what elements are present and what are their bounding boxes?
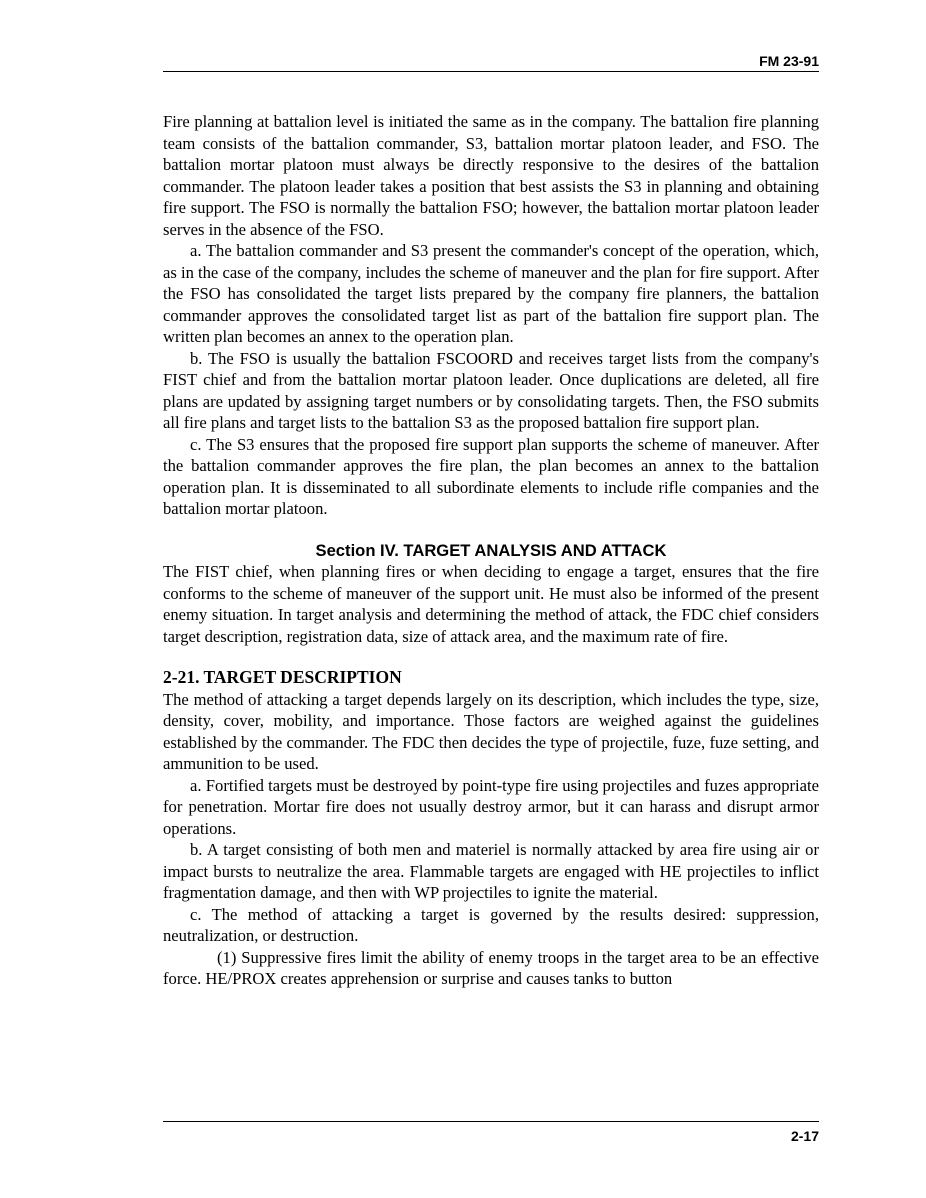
header-rule	[163, 71, 819, 72]
subparagraph-c1-suppressive: (1) Suppressive fires limit the ability of enemy troops in the target area to be an effective force. HE/PROX creates apprehension or surprise and causes tanks to button	[163, 947, 819, 988]
subparagraph-b: b. The FSO is usually the battalion FSCOORD and receives target lists from the company's FIST chief and from the battalion mortar platoon leader. Once duplications are deleted, all fire plans are updated by assigning target numbers or by consolidating targets. Then, the FSO submits all fire plans and target lists to the battalion S3 as the proposed battalion fire support plan.	[163, 348, 819, 432]
paragraph-target-description: The method of attacking a target depends largely on its description, which includes the type, size, density, cover, mobility, and importance. Those factors are weighed against the guidelines established by the commander. The FDC then decides the type of projectile, fuze, fuze setting, and ammunition to be used.	[163, 689, 819, 773]
subparagraph-a: a. The battalion commander and S3 present the commander's concept of the operation, which, as in the case of the company, includes the scheme of maneuver and the plan for fire support. After the FSO has consolidated the target lists prepared by the company fire planners, the battalion commander approves the consolidated target list as part of the battalion fire support plan. The written plan becomes an annex to the operation plan.	[163, 241, 819, 346]
footer-rule	[163, 1121, 819, 1122]
page-header-id: FM 23-91	[759, 53, 819, 69]
subparagraph-c: c. The S3 ensures that the proposed fire support plan supports the scheme of maneuver. After the battalion commander approves the fire plan, the plan becomes an annex to the battalion operation plan. It is disseminated to all subordinate elements to include rifle companies and the battalion mortar platoon.	[163, 434, 819, 518]
subparagraph-b-men-materiel: b. A target consisting of both men and materiel is normally attacked by area fire using air or impact bursts to neutralize the area. Flammable targets are engaged with HE projectiles to inflict fragmentation damage, and then with WP projectiles to ignite the material.	[163, 840, 819, 902]
subparagraph-c-method: c. The method of attacking a target is governed by the results desired: suppression, neutralization, or destruction.	[163, 904, 819, 945]
section-heading: Section IV. TARGET ANALYSIS AND ATTACK	[315, 540, 667, 560]
subparagraph-a-fortified: a. Fortified targets must be destroyed by point-type fire using projectiles and fuzes appropriate for penetration. Mortar fire does not usually destroy armor, but it can harass and disrupt armor operations.	[163, 775, 819, 838]
paragraph-heading-2-21: 2-21. TARGET DESCRIPTION	[163, 667, 402, 687]
page-content	[163, 111, 819, 990]
page-number: 2-17	[790, 1128, 819, 1144]
paragraph-battalion-fire-planning: Fire planning at battalion level is initiated the same as in the company. The battalion fire planning team consists of the battalion commander, S3, battalion mortar platoon leader, and FSO. The battalion mortar platoon must always be directly responsive to the desires of the battalion commander. The platoon leader takes a position that best assists the S3 in planning and obtaining fire support. The FSO is normally the battalion FSO; however, the battalion mortar platoon leader serves in the absence of the FSO.	[163, 112, 819, 239]
paragraph-target-analysis: The FIST chief, when planning fires or when deciding to engage a target, ensures that the fire conforms to the scheme of maneuver of the support unit. He must also be informed of the present enemy situation. In target analysis and determining the method of attack, the FDC chief considers target description, registration data, size of attack area, and the maximum rate of fire.	[163, 562, 819, 646]
